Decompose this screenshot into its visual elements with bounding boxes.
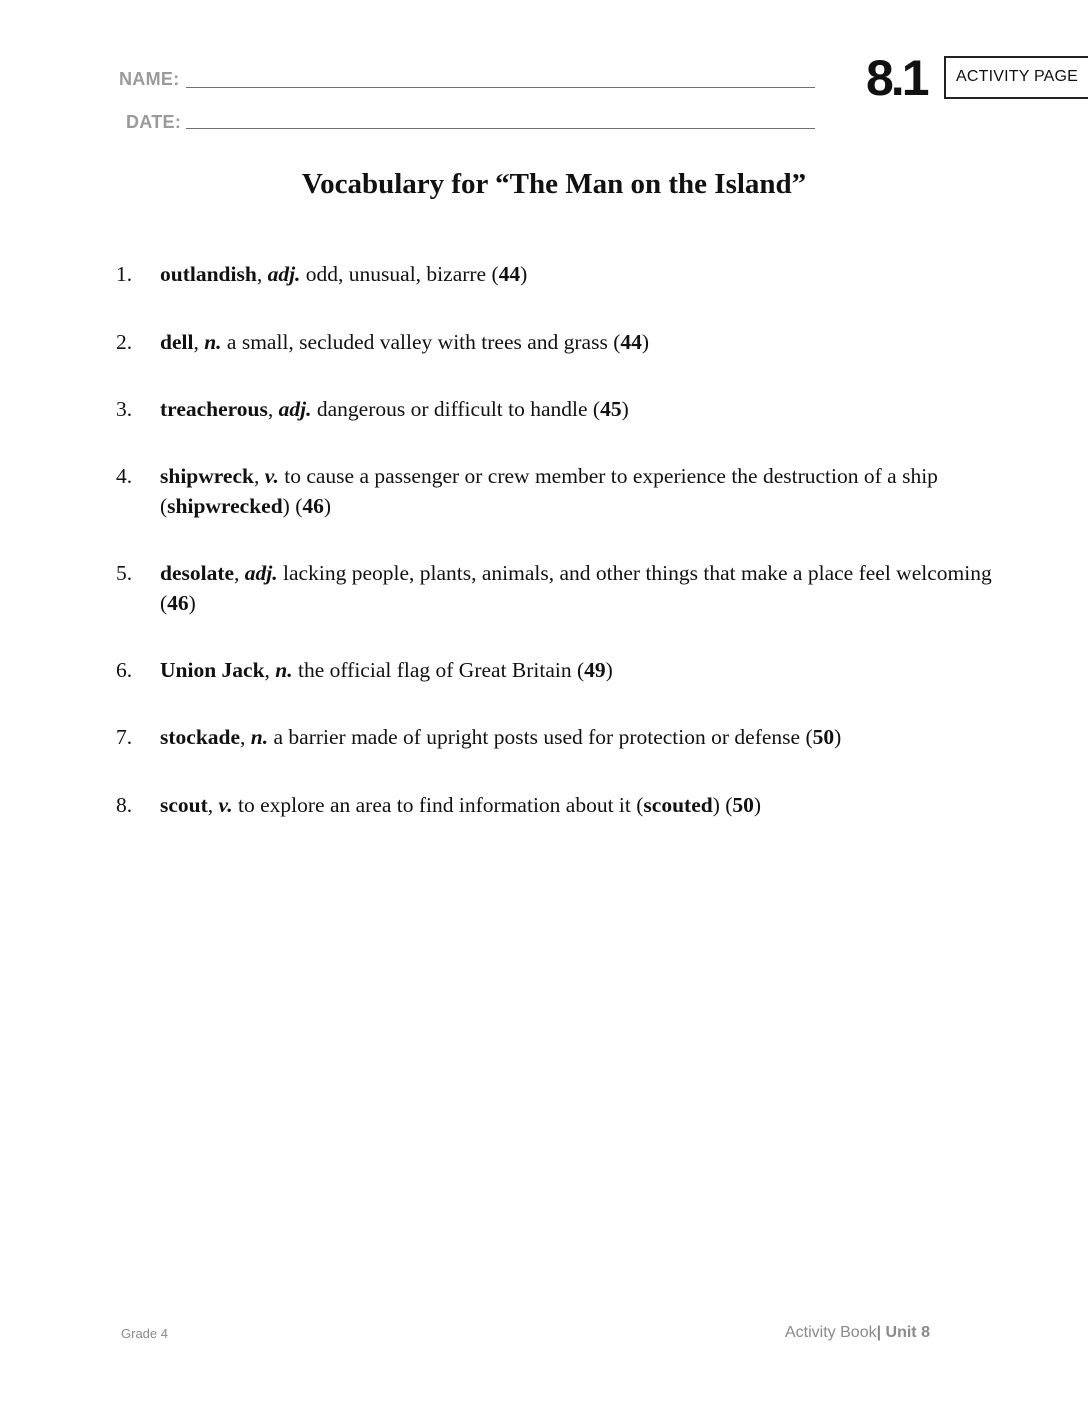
definition-continued: ) ( <box>712 793 733 817</box>
vocab-item <box>116 790 1006 820</box>
definition: odd, unusual, bizarre ( <box>300 262 499 286</box>
separator: , <box>256 262 268 286</box>
part-of-speech: n. <box>250 725 269 749</box>
page-ref: 44 <box>498 262 521 286</box>
part-of-speech: n. <box>275 658 293 682</box>
close-paren: ) <box>520 262 528 286</box>
vocab-word: shipwreck <box>160 464 254 488</box>
name-field[interactable] <box>186 87 815 88</box>
word-form: scouted <box>643 793 713 817</box>
page-ref: 50 <box>732 793 754 817</box>
vocab-item <box>116 558 1006 618</box>
item-number: 3. <box>116 397 133 421</box>
page-title: Vocabulary for “The Man on the Island” <box>301 168 807 200</box>
page-ref: 49 <box>584 658 606 682</box>
close-paren: ) <box>605 658 613 682</box>
word-form: shipwrecked <box>167 494 283 518</box>
separator: , <box>264 658 276 682</box>
item-number: 4. <box>116 464 133 488</box>
vocab-item <box>116 327 1006 357</box>
separator: , <box>267 397 279 421</box>
vocab-item <box>116 655 1006 685</box>
item-number: 1. <box>116 262 133 286</box>
definition: to explore an area to find information about it ( <box>232 793 644 817</box>
separator: , <box>253 464 265 488</box>
vocab-word: Union Jack <box>160 658 265 682</box>
part-of-speech: adj. <box>267 262 301 286</box>
vocab-item <box>116 461 1006 521</box>
activity-page-label: ACTIVITY PAGE <box>956 68 1079 85</box>
separator: , <box>207 793 219 817</box>
date-label: DATE: <box>126 112 182 132</box>
footer-unit: Unit 8 <box>885 1324 930 1341</box>
footer-book-unit <box>785 1324 930 1342</box>
close-paren: ) <box>641 330 650 354</box>
footer-grade: Grade 4 <box>121 1326 168 1341</box>
part-of-speech: n. <box>204 330 222 354</box>
vocab-word: scout <box>160 793 208 817</box>
item-number: 5. <box>116 561 133 585</box>
vocab-word: stockade <box>160 725 241 749</box>
definition: dangerous or difficult to handle ( <box>311 397 601 421</box>
page-ref: 45 <box>600 397 622 421</box>
part-of-speech: v. <box>264 464 279 488</box>
vocab-word: outlandish <box>160 262 257 286</box>
definition: to cause a passenger or crew member to experience the destruction of a ship ( <box>160 464 938 518</box>
close-paren: ) <box>834 725 842 749</box>
page-ref: 44 <box>620 330 642 354</box>
item-number: 7. <box>116 725 133 749</box>
item-number: 6. <box>116 658 133 682</box>
close-paren: ) <box>753 793 762 817</box>
definition: lacking people, plants, animals, and other things that make a place feel welcoming ( <box>160 561 992 615</box>
activity-number: 8.1 <box>866 50 927 106</box>
separator: , <box>234 561 245 585</box>
vocab-item <box>116 259 1006 289</box>
vocab-item <box>116 722 1006 752</box>
page-ref: 46 <box>302 494 324 518</box>
activity-page-badge <box>944 56 1088 99</box>
vocab-word: desolate <box>160 561 235 585</box>
vocab-word: dell <box>160 330 194 354</box>
date-field[interactable] <box>186 128 815 129</box>
item-number: 2. <box>116 330 133 354</box>
name-label: NAME: <box>119 69 180 89</box>
definition: a barrier made of upright posts used for protection or defense ( <box>268 725 813 749</box>
close-paren: ) <box>323 494 332 518</box>
vocab-word: treacherous <box>160 397 268 421</box>
separator: , <box>240 725 251 749</box>
close-paren: ) <box>188 591 196 615</box>
footer-book: Activity Book <box>785 1324 877 1341</box>
part-of-speech: v. <box>218 793 233 817</box>
close-paren: ) <box>621 397 629 421</box>
footer-separator: | <box>876 1324 882 1341</box>
part-of-speech: adj. <box>278 397 312 421</box>
page-ref: 46 <box>167 591 189 615</box>
definition: the official flag of Great Britain ( <box>292 658 585 682</box>
vocab-item <box>116 394 1006 424</box>
item-number: 8. <box>116 793 133 817</box>
page-ref: 50 <box>812 725 835 749</box>
definition-continued: ) ( <box>282 494 303 518</box>
part-of-speech: adj. <box>244 561 278 585</box>
definition: a small, secluded valley with trees and grass ( <box>221 330 621 354</box>
separator: , <box>193 330 205 354</box>
